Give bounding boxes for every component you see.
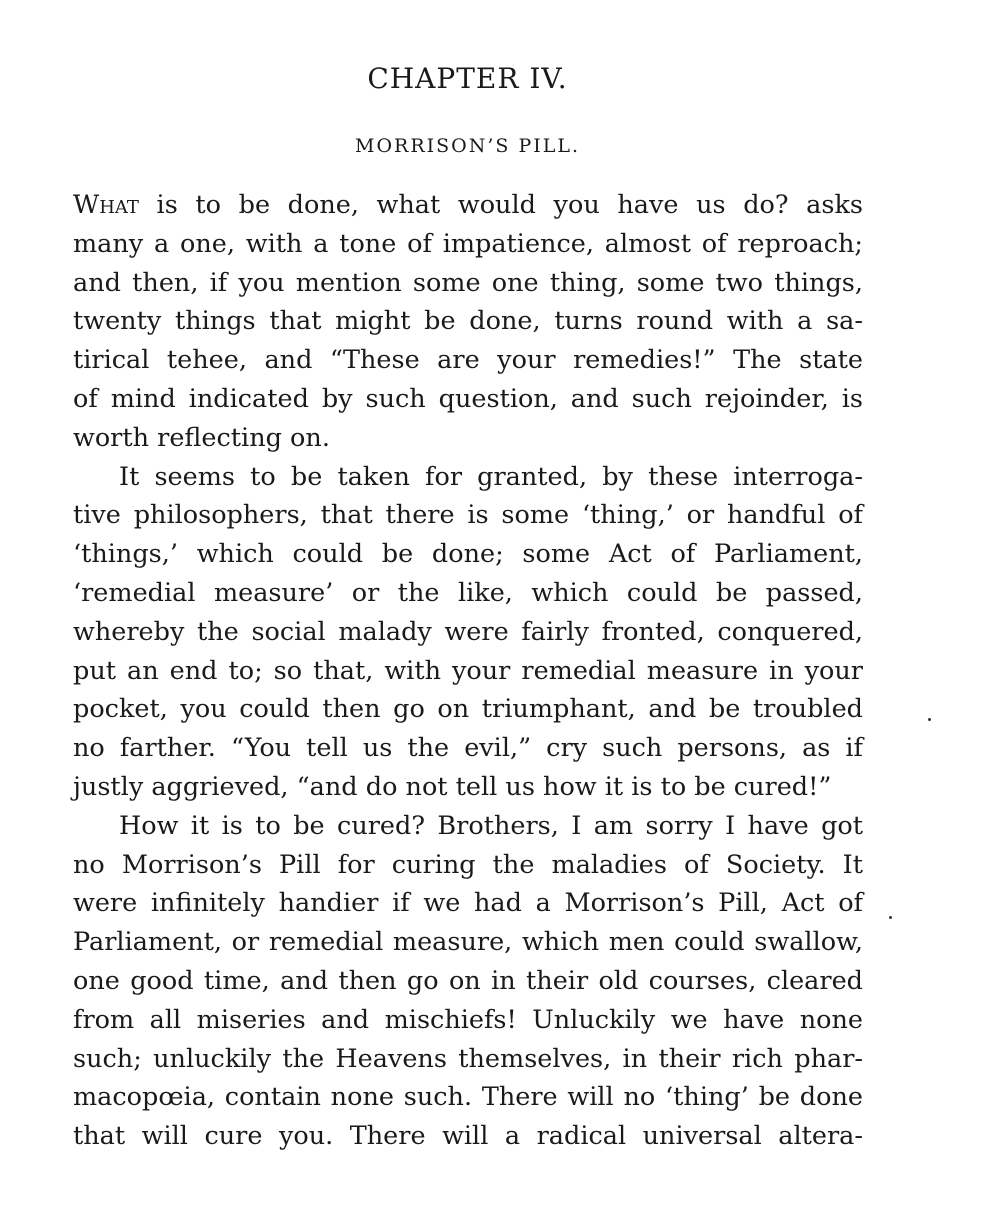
text-line: of mind indicated by such question, and such rejoinder, is bbox=[73, 383, 863, 414]
text-line: How it is to be cured? Brothers, I am sorry I have got bbox=[119, 810, 863, 841]
text-line: ‘things,’ which could be done; some Act of Parliament, bbox=[73, 539, 863, 570]
body-text bbox=[73, 186, 863, 1156]
chapter-subtitle: MORRISON’S PILL. bbox=[354, 135, 581, 157]
text-line: from all miseries and mischiefs! Unluckily we have none bbox=[73, 1004, 863, 1035]
text-line: that will cure you. There will a radical universal altera- bbox=[73, 1121, 863, 1152]
text-line: It seems to be taken for granted, by these interroga- bbox=[119, 461, 863, 492]
text-line: Parliament, or remedial measure, which men could swallow, bbox=[73, 927, 863, 958]
first-word: What bbox=[73, 190, 139, 220]
chapter-title: CHAPTER IV. bbox=[367, 62, 568, 95]
text-line: twenty things that might be done, turns round with a sa- bbox=[73, 306, 863, 337]
text-line: were infinitely handier if we had a Morrison’s Pill, Act of bbox=[73, 888, 863, 919]
print-speck bbox=[928, 718, 931, 721]
text-line: macopœia, contain none such. There will no ‘thing’ be done bbox=[73, 1082, 863, 1113]
text-line: justly aggrieved, “and do not tell us how it is to be cured!” bbox=[73, 771, 832, 802]
text-line: ‘remedial measure’ or the like, which could be passed, bbox=[73, 577, 863, 608]
text-line bbox=[73, 186, 863, 225]
text-line: worth reflecting on. bbox=[73, 422, 330, 453]
text-line: many a one, with a tone of impatience, almost of reproach; bbox=[73, 228, 863, 259]
text-line: pocket, you could then go on triumphant, and be troubled bbox=[73, 694, 863, 725]
text-line: whereby the social malady were fairly fronted, conquered, bbox=[73, 616, 863, 647]
text-line-content: is to be done, what would you have us do? asks bbox=[138, 190, 863, 220]
text-line: no farther. “You tell us the evil,” cry such persons, as if bbox=[73, 733, 863, 764]
text-line: and then, if you mention some one thing, some two things, bbox=[73, 267, 863, 298]
text-line: tirical tehee, and “These are your remedies!” The state bbox=[73, 345, 863, 376]
text-line: tive philosophers, that there is some ‘thing,’ or handful of bbox=[73, 500, 863, 531]
print-speck bbox=[889, 916, 892, 919]
text-line: such; unluckily the Heavens themselves, in their rich phar- bbox=[73, 1043, 863, 1074]
text-line: put an end to; so that, with your remedial measure in your bbox=[73, 655, 863, 686]
text-line: one good time, and then go on in their old courses, cleared bbox=[73, 965, 863, 996]
text-line: no Morrison’s Pill for curing the maladies of Society. It bbox=[73, 849, 863, 880]
